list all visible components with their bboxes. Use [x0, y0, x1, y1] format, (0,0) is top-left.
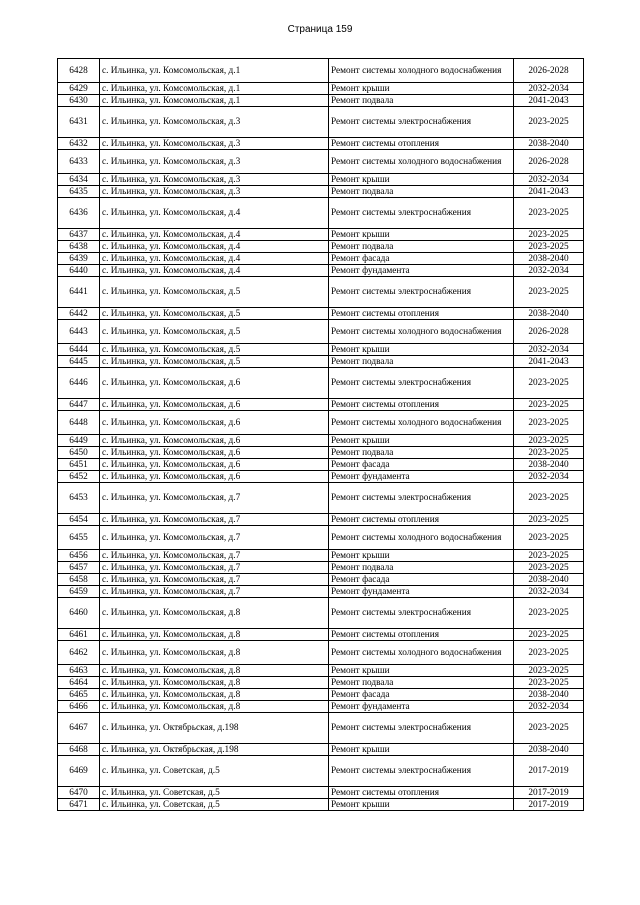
address-cell: с. Ильинка, ул. Комсомольская, д.4 [100, 253, 329, 265]
row-number-cell: 6449 [58, 435, 100, 447]
row-number-cell: 6434 [58, 174, 100, 186]
period-cell: 2032-2034 [514, 174, 584, 186]
address-cell: с. Ильинка, ул. Комсомольская, д.6 [100, 411, 329, 435]
table-row [58, 514, 584, 526]
table-row [58, 574, 584, 586]
period-cell: 2023-2025 [514, 526, 584, 550]
period-cell: 2038-2040 [514, 253, 584, 265]
work-type-cell: Ремонт системы отопления [329, 787, 514, 799]
period-cell: 2038-2040 [514, 689, 584, 701]
table-row [58, 756, 584, 787]
period-cell: 2023-2025 [514, 514, 584, 526]
work-type-cell: Ремонт подвала [329, 677, 514, 689]
table-row [58, 598, 584, 629]
address-cell: с. Ильинка, ул. Комсомольская, д.6 [100, 435, 329, 447]
address-cell: с. Ильинка, ул. Октябрьская, д.198 [100, 744, 329, 756]
period-cell: 2038-2040 [514, 574, 584, 586]
period-cell: 2023-2025 [514, 277, 584, 308]
table-row [58, 59, 584, 83]
work-type-cell: Ремонт системы холодного водоснабжения [329, 526, 514, 550]
period-cell: 2023-2025 [514, 665, 584, 677]
period-cell: 2017-2019 [514, 756, 584, 787]
work-type-cell: Ремонт системы электроснабжения [329, 713, 514, 744]
period-cell: 2023-2025 [514, 713, 584, 744]
row-number-cell: 6470 [58, 787, 100, 799]
period-cell: 2023-2025 [514, 598, 584, 629]
period-cell: 2041-2043 [514, 186, 584, 198]
row-number-cell: 6445 [58, 356, 100, 368]
row-number-cell: 6439 [58, 253, 100, 265]
work-type-cell: Ремонт подвала [329, 356, 514, 368]
period-cell: 2023-2025 [514, 550, 584, 562]
row-number-cell: 6436 [58, 198, 100, 229]
table-row [58, 713, 584, 744]
row-number-cell: 6461 [58, 629, 100, 641]
period-cell: 2017-2019 [514, 787, 584, 799]
address-cell: с. Ильинка, ул. Комсомольская, д.8 [100, 598, 329, 629]
address-cell: с. Ильинка, ул. Комсомольская, д.5 [100, 320, 329, 344]
work-type-cell: Ремонт подвала [329, 562, 514, 574]
row-number-cell: 6435 [58, 186, 100, 198]
address-cell: с. Ильинка, ул. Комсомольская, д.3 [100, 174, 329, 186]
address-cell: с. Ильинка, ул. Комсомольская, д.8 [100, 677, 329, 689]
row-number-cell: 6454 [58, 514, 100, 526]
table-row [58, 308, 584, 320]
work-type-cell: Ремонт системы электроснабжения [329, 756, 514, 787]
address-cell: с. Ильинка, ул. Комсомольская, д.8 [100, 689, 329, 701]
table-row [58, 689, 584, 701]
row-number-cell: 6471 [58, 799, 100, 811]
period-cell: 2038-2040 [514, 138, 584, 150]
address-cell: с. Ильинка, ул. Комсомольская, д.7 [100, 483, 329, 514]
row-number-cell: 6440 [58, 265, 100, 277]
row-number-cell: 6431 [58, 107, 100, 138]
address-cell: с. Ильинка, ул. Комсомольская, д.8 [100, 641, 329, 665]
row-number-cell: 6429 [58, 83, 100, 95]
period-cell: 2023-2025 [514, 641, 584, 665]
address-cell: с. Ильинка, ул. Комсомольская, д.5 [100, 344, 329, 356]
work-type-cell: Ремонт системы электроснабжения [329, 107, 514, 138]
work-type-cell: Ремонт системы отопления [329, 138, 514, 150]
address-cell: с. Ильинка, ул. Комсомольская, д.3 [100, 150, 329, 174]
row-number-cell: 6433 [58, 150, 100, 174]
row-number-cell: 6458 [58, 574, 100, 586]
work-type-cell: Ремонт фасада [329, 574, 514, 586]
table-row [58, 253, 584, 265]
address-cell: с. Ильинка, ул. Комсомольская, д.4 [100, 241, 329, 253]
table-row [58, 744, 584, 756]
table-row [58, 435, 584, 447]
table-row [58, 562, 584, 574]
row-number-cell: 6444 [58, 344, 100, 356]
work-type-cell: Ремонт подвала [329, 186, 514, 198]
address-cell: с. Ильинка, ул. Комсомольская, д.8 [100, 665, 329, 677]
table-row [58, 399, 584, 411]
row-number-cell: 6438 [58, 241, 100, 253]
work-type-cell: Ремонт системы отопления [329, 514, 514, 526]
table-row [58, 447, 584, 459]
row-number-cell: 6464 [58, 677, 100, 689]
row-number-cell: 6437 [58, 229, 100, 241]
table-row [58, 471, 584, 483]
work-type-cell: Ремонт фасада [329, 459, 514, 471]
row-number-cell: 6457 [58, 562, 100, 574]
work-type-cell: Ремонт системы отопления [329, 308, 514, 320]
row-number-cell: 6446 [58, 368, 100, 399]
table-row [58, 344, 584, 356]
work-type-cell: Ремонт крыши [329, 744, 514, 756]
period-cell: 2023-2025 [514, 629, 584, 641]
period-cell: 2026-2028 [514, 150, 584, 174]
period-cell: 2023-2025 [514, 399, 584, 411]
table-body [58, 59, 584, 811]
address-cell: с. Ильинка, ул. Октябрьская, д.198 [100, 713, 329, 744]
row-number-cell: 6455 [58, 526, 100, 550]
table-row [58, 701, 584, 713]
work-type-cell: Ремонт системы электроснабжения [329, 368, 514, 399]
work-type-cell: Ремонт крыши [329, 799, 514, 811]
work-type-cell: Ремонт системы холодного водоснабжения [329, 59, 514, 83]
period-cell: 2017-2019 [514, 799, 584, 811]
table-row [58, 320, 584, 344]
row-number-cell: 6443 [58, 320, 100, 344]
work-type-cell: Ремонт фасада [329, 689, 514, 701]
table-row [58, 483, 584, 514]
table-row [58, 241, 584, 253]
period-cell: 2038-2040 [514, 744, 584, 756]
row-number-cell: 6448 [58, 411, 100, 435]
work-type-cell: Ремонт фундамента [329, 265, 514, 277]
table-row [58, 83, 584, 95]
address-cell: с. Ильинка, ул. Комсомольская, д.7 [100, 550, 329, 562]
row-number-cell: 6466 [58, 701, 100, 713]
address-cell: с. Ильинка, ул. Советская, д.5 [100, 787, 329, 799]
address-cell: с. Ильинка, ул. Комсомольская, д.3 [100, 138, 329, 150]
work-type-cell: Ремонт системы электроснабжения [329, 277, 514, 308]
row-number-cell: 6459 [58, 586, 100, 598]
period-cell: 2023-2025 [514, 229, 584, 241]
table-row [58, 550, 584, 562]
address-cell: с. Ильинка, ул. Комсомольская, д.1 [100, 95, 329, 107]
address-cell: с. Ильинка, ул. Комсомольская, д.1 [100, 59, 329, 83]
table-row [58, 787, 584, 799]
work-type-cell: Ремонт системы отопления [329, 399, 514, 411]
address-cell: с. Ильинка, ул. Комсомольская, д.6 [100, 459, 329, 471]
address-cell: с. Ильинка, ул. Комсомольская, д.7 [100, 514, 329, 526]
work-type-cell: Ремонт фундамента [329, 586, 514, 598]
table-row [58, 198, 584, 229]
address-cell: с. Ильинка, ул. Комсомольская, д.8 [100, 701, 329, 713]
work-type-cell: Ремонт подвала [329, 447, 514, 459]
table-row [58, 665, 584, 677]
table-row [58, 356, 584, 368]
row-number-cell: 6469 [58, 756, 100, 787]
work-type-cell: Ремонт подвала [329, 241, 514, 253]
page-header: Страница 159 [287, 24, 353, 35]
period-cell: 2041-2043 [514, 95, 584, 107]
row-number-cell: 6451 [58, 459, 100, 471]
period-cell: 2032-2034 [514, 471, 584, 483]
table-row [58, 150, 584, 174]
address-cell: с. Ильинка, ул. Комсомольская, д.7 [100, 526, 329, 550]
period-cell: 2023-2025 [514, 483, 584, 514]
table-row [58, 186, 584, 198]
work-type-cell: Ремонт крыши [329, 229, 514, 241]
work-type-cell: Ремонт системы электроснабжения [329, 198, 514, 229]
period-cell: 2023-2025 [514, 435, 584, 447]
address-cell: с. Ильинка, ул. Комсомольская, д.6 [100, 471, 329, 483]
work-type-cell: Ремонт системы холодного водоснабжения [329, 641, 514, 665]
row-number-cell: 6450 [58, 447, 100, 459]
address-cell: с. Ильинка, ул. Комсомольская, д.7 [100, 586, 329, 598]
row-number-cell: 6442 [58, 308, 100, 320]
address-cell: с. Ильинка, ул. Советская, д.5 [100, 799, 329, 811]
work-type-cell: Ремонт крыши [329, 550, 514, 562]
period-cell: 2023-2025 [514, 447, 584, 459]
address-cell: с. Ильинка, ул. Комсомольская, д.3 [100, 186, 329, 198]
table-row [58, 526, 584, 550]
period-cell: 2023-2025 [514, 677, 584, 689]
row-number-cell: 6456 [58, 550, 100, 562]
table-row [58, 459, 584, 471]
work-type-cell: Ремонт системы электроснабжения [329, 483, 514, 514]
row-number-cell: 6447 [58, 399, 100, 411]
table-row [58, 641, 584, 665]
work-type-cell: Ремонт фасада [329, 253, 514, 265]
work-type-cell: Ремонт подвала [329, 95, 514, 107]
address-cell: с. Ильинка, ул. Комсомольская, д.4 [100, 265, 329, 277]
row-number-cell: 6432 [58, 138, 100, 150]
table-row [58, 586, 584, 598]
address-cell: с. Ильинка, ул. Комсомольская, д.6 [100, 399, 329, 411]
period-cell: 2032-2034 [514, 265, 584, 277]
address-cell: с. Ильинка, ул. Комсомольская, д.4 [100, 229, 329, 241]
work-type-cell: Ремонт системы отопления [329, 629, 514, 641]
work-type-cell: Ремонт системы холодного водоснабжения [329, 411, 514, 435]
period-cell: 2026-2028 [514, 59, 584, 83]
table-row [58, 229, 584, 241]
row-number-cell: 6463 [58, 665, 100, 677]
work-type-cell: Ремонт системы электроснабжения [329, 598, 514, 629]
table-row [58, 368, 584, 399]
work-type-cell: Ремонт крыши [329, 174, 514, 186]
row-number-cell: 6430 [58, 95, 100, 107]
table-row [58, 411, 584, 435]
period-cell: 2026-2028 [514, 320, 584, 344]
period-cell: 2032-2034 [514, 83, 584, 95]
row-number-cell: 6468 [58, 744, 100, 756]
period-cell: 2023-2025 [514, 241, 584, 253]
address-cell: с. Ильинка, ул. Комсомольская, д.7 [100, 574, 329, 586]
row-number-cell: 6465 [58, 689, 100, 701]
address-cell: с. Ильинка, ул. Комсомольская, д.3 [100, 107, 329, 138]
address-cell: с. Ильинка, ул. Советская, д.5 [100, 756, 329, 787]
table-row [58, 277, 584, 308]
period-cell: 2032-2034 [514, 586, 584, 598]
period-cell: 2032-2034 [514, 701, 584, 713]
table-row [58, 799, 584, 811]
period-cell: 2023-2025 [514, 368, 584, 399]
row-number-cell: 6467 [58, 713, 100, 744]
work-type-cell: Ремонт крыши [329, 83, 514, 95]
work-type-cell: Ремонт крыши [329, 665, 514, 677]
work-type-cell: Ремонт крыши [329, 435, 514, 447]
period-cell: 2023-2025 [514, 562, 584, 574]
repair-schedule-table [57, 58, 584, 811]
work-type-cell: Ремонт системы холодного водоснабжения [329, 150, 514, 174]
address-cell: с. Ильинка, ул. Комсомольская, д.5 [100, 356, 329, 368]
table-row [58, 677, 584, 689]
period-cell: 2023-2025 [514, 107, 584, 138]
table-row [58, 95, 584, 107]
row-number-cell: 6453 [58, 483, 100, 514]
row-number-cell: 6441 [58, 277, 100, 308]
address-cell: с. Ильинка, ул. Комсомольская, д.8 [100, 629, 329, 641]
address-cell: с. Ильинка, ул. Комсомольская, д.5 [100, 277, 329, 308]
period-cell: 2038-2040 [514, 308, 584, 320]
period-cell: 2032-2034 [514, 344, 584, 356]
work-type-cell: Ремонт фундамента [329, 471, 514, 483]
period-cell: 2038-2040 [514, 459, 584, 471]
row-number-cell: 6428 [58, 59, 100, 83]
period-cell: 2023-2025 [514, 411, 584, 435]
table-row [58, 174, 584, 186]
table-row [58, 107, 584, 138]
row-number-cell: 6462 [58, 641, 100, 665]
address-cell: с. Ильинка, ул. Комсомольская, д.5 [100, 308, 329, 320]
period-cell: 2041-2043 [514, 356, 584, 368]
row-number-cell: 6460 [58, 598, 100, 629]
table-row [58, 138, 584, 150]
address-cell: с. Ильинка, ул. Комсомольская, д.6 [100, 368, 329, 399]
address-cell: с. Ильинка, ул. Комсомольская, д.7 [100, 562, 329, 574]
work-type-cell: Ремонт фундамента [329, 701, 514, 713]
address-cell: с. Ильинка, ул. Комсомольская, д.6 [100, 447, 329, 459]
address-cell: с. Ильинка, ул. Комсомольская, д.1 [100, 83, 329, 95]
period-cell: 2023-2025 [514, 198, 584, 229]
work-type-cell: Ремонт системы холодного водоснабжения [329, 320, 514, 344]
address-cell: с. Ильинка, ул. Комсомольская, д.4 [100, 198, 329, 229]
table-row [58, 265, 584, 277]
work-type-cell: Ремонт крыши [329, 344, 514, 356]
table-row [58, 629, 584, 641]
row-number-cell: 6452 [58, 471, 100, 483]
